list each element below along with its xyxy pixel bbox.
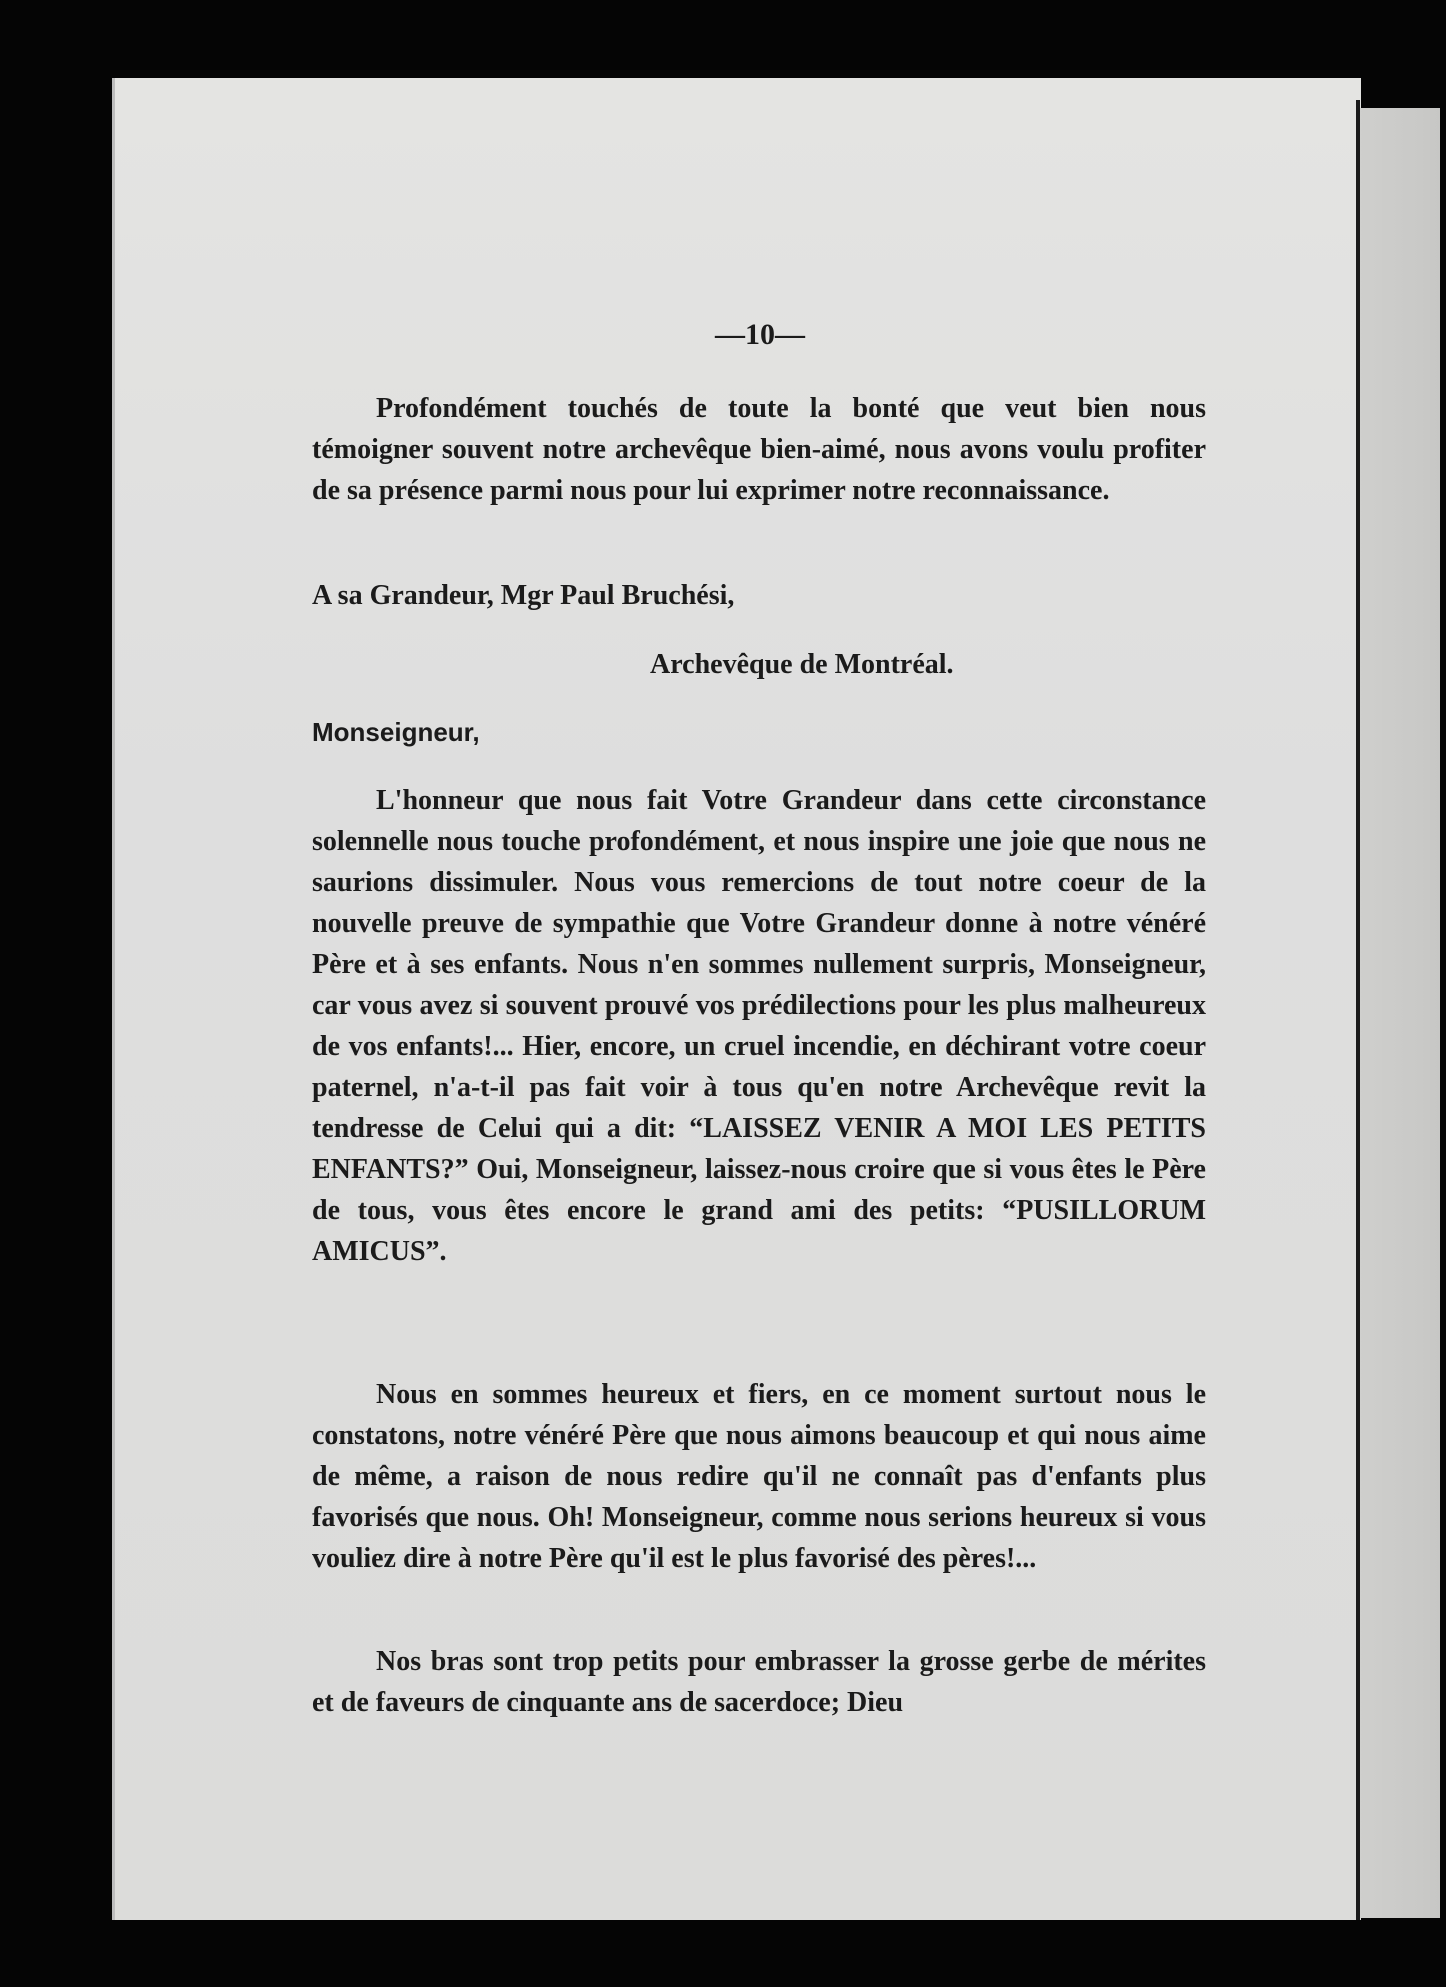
body-paragraph-2: Nous en sommes heureux et fiers, en ce moment surtout nous le constatons, notre vénéré Père que nous aimons beaucoup et qui nous aime de même, a raison de nous redire qu'il ne connaît pas d'enfants plus favorisés que nous. Oh! Monseigneur, comme nous serions heureux si vous vouliez dire à notre Père qu'il est le plus favorisé des pères!... — [312, 1379, 1206, 1574]
salutation: Monseigneur, — [312, 717, 480, 747]
adjacent-page-edge — [1358, 108, 1440, 1918]
body-paragraph-3: Nos bras sont trop petits pour embrasser la grosse gerbe de mérites et de faveurs de cinquante ans de sacerdoce; Dieu — [312, 1646, 1206, 1718]
body-paragraph-1: L'honneur que nous fait Votre Grandeur dans cette circonstance solennelle nous touche profondément, et nous inspire une joie que nous ne saurions dissimuler. Nous vous remercions de tout notre coeur de la nouvelle preuve de sympathie que Votre Grandeur donne à notre vénéré Père et à ses enfants. Nous n'en sommes nullement surpris, Monseigneur, car vous avez si souvent prouvé vos prédilections pour les plus malheureux de vos enfants!... Hier, encore, un cruel incendie, en déchirant votre coeur paternel, n'a-t-il pas fait voir à tous qu'en notre Archevêque revit la tendresse de Celui qui a dit: “LAISSEZ VENIR A MOI LES PETITS ENFANTS?” Oui, Monseigneur, laissez-nous croire que si vous êtes le Père de tous, vous êtes encore le grand ami des petits: “PUSILLORUM AMICUS”. — [312, 785, 1206, 1267]
intro-paragraph: Profondément touchés de toute la bonté que veut bien nous témoigner souvent notre archevêque bien-aimé, nous avons voulu profiter de sa présence parmi nous pour lui exprimer notre reconnaissance. — [312, 393, 1206, 506]
recipient-title: Archevêque de Montréal. — [650, 649, 954, 680]
page-binding-line — [1356, 100, 1360, 1920]
address-line: A sa Grandeur, Mgr Paul Bruchési, — [312, 580, 735, 611]
page-number: —10— — [715, 318, 805, 351]
